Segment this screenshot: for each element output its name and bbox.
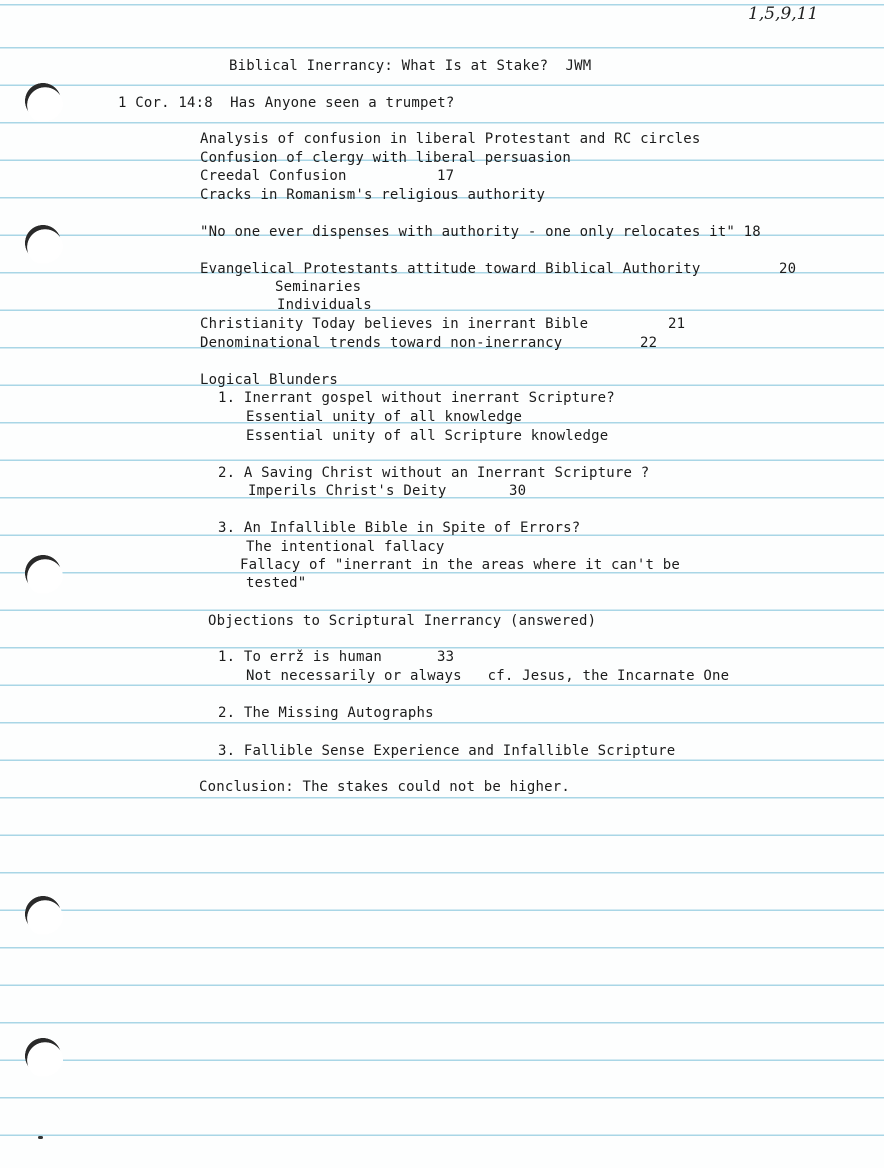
page-number: 17 <box>437 168 455 184</box>
outline-subline: Fallacy of "inerrant in the areas where it can't be <box>240 557 681 573</box>
section-heading: Logical Blunders <box>200 372 339 388</box>
quote-line: "No one ever dispenses with authority - one only relocates it" 18 <box>200 224 761 240</box>
outline-item: 2. The Missing Autographs <box>218 705 434 721</box>
binder-hole-2 <box>22 222 64 264</box>
outline-subline: Not necessarily or always cf. Jesus, the Incarnate One <box>246 668 730 684</box>
page-number: 20 <box>779 261 797 277</box>
binder-hole-4 <box>22 893 64 935</box>
outline-subline: Essential unity of all Scripture knowledge <box>246 428 609 444</box>
outline-subline: Individuals <box>277 297 372 313</box>
section-heading: Objections to Scriptural Inerrancy (answered) <box>208 613 597 629</box>
outline-line: Christianity Today believes in inerrant Bible <box>200 316 589 332</box>
outline-item: 1. To errž is human <box>218 649 382 665</box>
page-number: 30 <box>509 483 527 499</box>
binder-hole-3 <box>22 552 64 594</box>
page-title: Biblical Inerrancy: What Is at Stake? JWM <box>229 58 592 74</box>
page-number: 21 <box>668 316 686 332</box>
outline-item: 2. A Saving Christ without an Inerrant Scripture ? <box>218 465 650 481</box>
corner-note: 1,5,9,11 <box>748 4 819 24</box>
outline-subline: Essential unity of all knowledge <box>246 409 523 425</box>
page-number: 33 <box>437 649 455 665</box>
page-number: 22 <box>640 335 658 351</box>
outline-subline: tested" <box>246 575 307 591</box>
binder-hole-1 <box>22 80 64 122</box>
outline-item: 1. Inerrant gospel without inerrant Scripture? <box>218 390 615 406</box>
scripture-reference: 1 Cor. 14:8 Has Anyone seen a trumpet? <box>118 95 455 111</box>
outline-subline: Imperils Christ's Deity <box>248 483 447 499</box>
outline-line: Analysis of confusion in liberal Protestant and RC circles <box>200 131 701 147</box>
outline-item: 3. Fallible Sense Experience and Infallible Scripture <box>218 743 676 759</box>
outline-subline: The intentional fallacy <box>246 539 445 555</box>
outline-line: Creedal Confusion <box>200 168 347 184</box>
outline-line: Cracks in Romanism's religious authority <box>200 187 546 203</box>
outline-item: 3. An Infallible Bible in Spite of Errors? <box>218 520 581 536</box>
outline-line: Denominational trends toward non-inerrancy <box>200 335 563 351</box>
conclusion-line: Conclusion: The stakes could not be higher. <box>199 779 571 795</box>
outline-line: Confusion of clergy with liberal persuasion <box>200 150 572 166</box>
outline-subline: Seminaries <box>275 279 362 295</box>
speck <box>38 1136 43 1139</box>
binder-hole-5 <box>22 1035 64 1077</box>
outline-line: Evangelical Protestants attitude toward Biblical Authority <box>200 261 701 277</box>
